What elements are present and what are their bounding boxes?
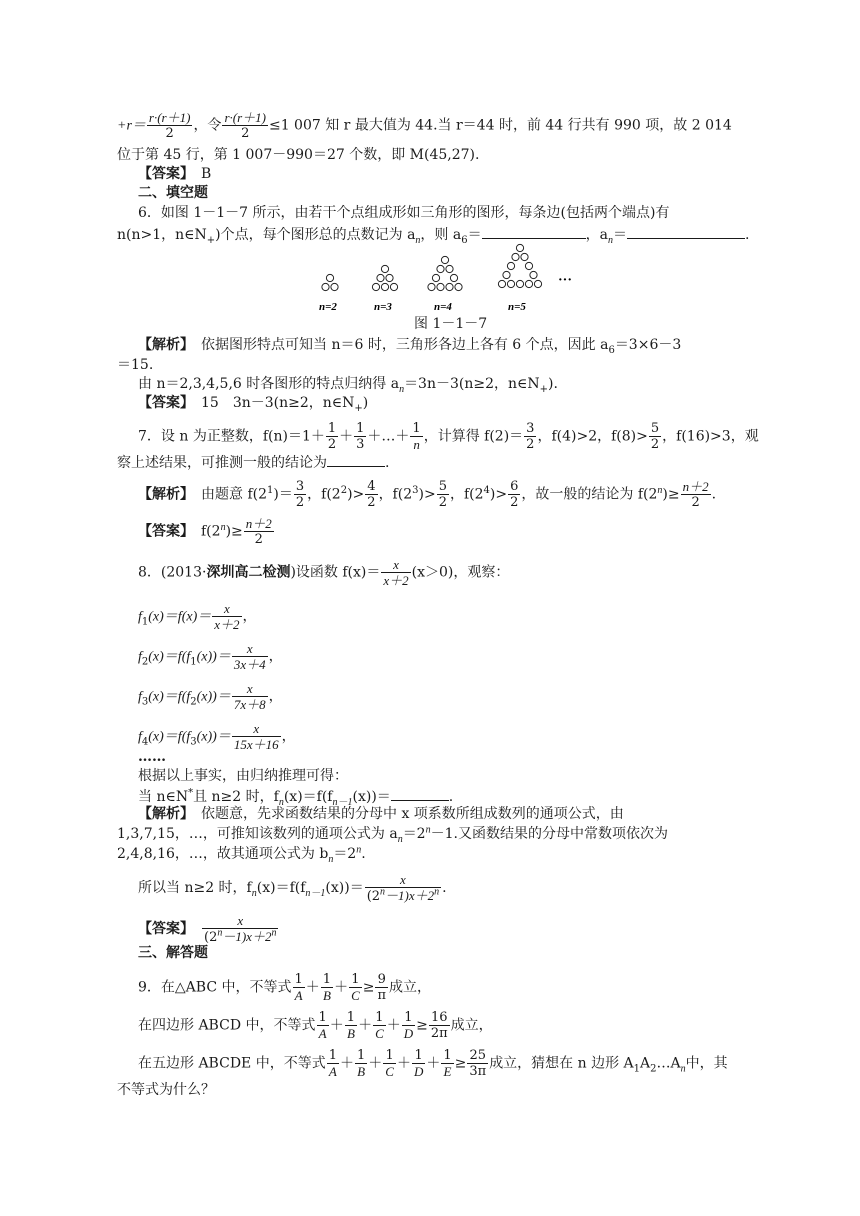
dot: [446, 265, 453, 272]
dot: [507, 262, 514, 269]
section-heading-solutions: 三、解答题: [138, 945, 208, 961]
dot: [331, 283, 338, 290]
dot: [381, 265, 388, 272]
question-8-line-2: 根据以上事实，由归纳推理可得：: [138, 768, 348, 784]
question-7-line-2: 察上述结果，可推测一般的结论为 .: [117, 452, 389, 472]
dot: [503, 271, 510, 278]
dot: [525, 280, 532, 287]
dot: [372, 283, 379, 290]
solution-6-line-3: 由 n＝2,3,4,5,6 时各图形的特点归纳得 $a_n=3n-3(n\ge 2$，$n\in N_+$).: [138, 376, 558, 395]
dot: [428, 283, 435, 290]
dot: [432, 274, 439, 281]
question-9-line-1: 9．在△ABC 中，不等式 $\frac{1}{A}$ ＋ $\frac{1}{B}$ ＋ $\frac{1}{C}$ ≥ $\frac{9}{\pi}$ 成立，: [138, 972, 432, 1003]
solution-6-line-2: ＝15.: [117, 357, 154, 373]
answer-5: 【答案】 B: [138, 166, 212, 182]
answer-blank: [482, 224, 586, 239]
solution-7: 【解析】 由题意 $f(2^1)=$ $\frac{3}{2}$ ，$f(2^2)>$ $\frac{4}{2}$ ，$f(2^3)>$ $\frac{5}{2}$ ，$f(2^4)>$ $\frac{6}{2}$ ，故一般的结论为 $f(2^n)\ge$ $\frac{n+2}{2}$ .: [138, 479, 717, 510]
solution-8-line-4: 所以当 n≥2 时，$f_n(x)=f(f_{n-1}(x))=$ $\frac{x}{(2^n-1)x+2^n}$ .: [138, 872, 447, 904]
answer-6: 【答案】 15 3n－3(n≥2，$n\in N_+$): [138, 395, 369, 414]
f4-row: $f_4(x)=f(f_3(x))=$ $\frac{x}{15x+16}$ ，: [138, 721, 296, 752]
f1-row: $f_1(x)=f(x)=$ $\frac{x}{x+2}$ ，: [138, 601, 257, 632]
dot: [450, 274, 457, 281]
question-9-line-3: 在五边形 ABCDE 中，不等式 $\frac{1}{A}$ ＋ $\frac{1}{B}$ ＋ $\frac{1}{C}$ ＋ $\frac{1}{D}$ ＋ $\frac{1}{E}$ ≥ $\frac{25}{3\pi}$ 成立，猜想在 n 边形 $A_1A_2\dots A_n$中，其: [138, 1048, 728, 1079]
solution-5-line-1: +r＝ $\frac{r\cdot(r+1)}{2}$ ，令 $\frac{r\cdot(r+1)}{2}$ ≤1 007 知 r 最大值为 44.当 r＝44 时，前 44 行共有 990 项，故 2 014: [117, 110, 732, 141]
dot: [498, 280, 505, 287]
figure-label-n2: n=2: [319, 301, 337, 313]
dot: [322, 283, 329, 290]
dot: [512, 253, 519, 260]
figure-label-n5: n=5: [508, 301, 526, 313]
f2-row: $f_2(x)=f(f_1(x))=$ $\frac{x}{3x+4}$ ，: [138, 641, 283, 672]
dot: [521, 253, 528, 260]
question-7-line-1: 7．设 n 为正整数，f(n)＝1＋ $\frac{1}{2}$ ＋ $\frac{1}{3}$ ＋…＋ $\frac{1}{n}$ ，计算得 f(2)＝ $\frac{3}{2}$ ，f(4)>2，f(8)> $\frac{5}{2}$ ，f(16)>3，观: [138, 421, 759, 452]
triangle-dots-figure: [310, 242, 610, 318]
figure-label-n4: n=4: [434, 301, 452, 313]
dot: [455, 283, 462, 290]
answer-blank: [391, 786, 449, 801]
fraction: $\frac{r\cdot(r+1)}{2}$: [148, 110, 191, 141]
dot: [377, 274, 384, 281]
answer-8: 【答案】 $\frac{x}{(2^n-1)x+2^n}$: [138, 913, 277, 945]
figure-label-n3: n=3: [374, 301, 392, 313]
ellipsis: ……: [138, 749, 166, 765]
question-6-line-1: 6．如图 1－1－7 所示，由若干个点组成形如三角形的图形，每条边(包括两个端点)有: [138, 205, 670, 221]
solution-8-line-3: 2,4,8,16，…，故其通项公式为 $b_n=2^n$.: [117, 844, 366, 865]
solution-6-line-1: 【解析】 依据图形特点可知当 n＝6 时，三角形各边上各有 6 个点，因此 $a_6=3\times 6-3$: [138, 337, 682, 356]
solution-5-line-2: 位于第 45 行，第 1 007－990＝27 个数，即 M(45,27).: [117, 147, 480, 163]
dot: [390, 283, 397, 290]
answer-blank: [327, 452, 385, 467]
question-9-line-2: 在四边形 ABCD 中，不等式 $\frac{1}{A}$ ＋ $\frac{1}{B}$ ＋ $\frac{1}{C}$ ＋ $\frac{1}{D}$ ≥ $\frac{16}{2\pi}$ 成立，: [138, 1010, 493, 1041]
solution-8-line-1: 【解析】 依题意，先求函数结果的分母中 x 项系数所组成数列的通项公式，由: [138, 806, 624, 822]
dot: [516, 244, 523, 251]
dot: [507, 280, 514, 287]
dot: [386, 274, 393, 281]
answer-7: 【答案】 $f(2^n)\ge$ $\frac{n+2}{2}$: [138, 516, 272, 547]
dot: [437, 283, 444, 290]
f3-row: $f_3(x)=f(f_2(x))=$ $\frac{x}{7x+8}$ ，: [138, 681, 283, 712]
dot: [437, 265, 444, 272]
section-heading-fill-in: 二、填空题: [138, 185, 208, 201]
dot: [381, 283, 388, 290]
figure-ellipsis: ···: [558, 273, 573, 288]
question-9-line-4: 不等式为什么？: [117, 1082, 215, 1098]
dot: [441, 256, 448, 263]
dot: [326, 274, 333, 281]
question-8-line-1: 8．(2013·深圳高二检测)设函数 f(x)＝ $\frac{x}{x+2}$ (x＞0)，观察：: [138, 557, 510, 588]
answer-blank: [627, 224, 745, 239]
question-8-line-3: 当 n∈N*且 n≥2 时，$f_n(x)=f(f_{n-1}(x))=$ .: [138, 787, 454, 808]
figure-caption: 图 1－1－7: [414, 316, 488, 332]
dot: [516, 280, 523, 287]
fraction: $\frac{r\cdot(r+1)}{2}$: [224, 110, 266, 141]
question-6-line-2: n(n>1，$n\in N_+$)个点，每个图形总的点数记为 $a_n$，则 $a_6=$ ，$a_n=$ .: [117, 224, 749, 244]
dot: [525, 262, 532, 269]
dot: [534, 280, 541, 287]
dot: [446, 283, 453, 290]
solution-8-line-2: 1,3,7,15，…，可推知该数列的通项公式为 $a_n=2^n-1$.又函数结果的分母中常数项依次为: [117, 824, 668, 845]
dot: [530, 271, 537, 278]
